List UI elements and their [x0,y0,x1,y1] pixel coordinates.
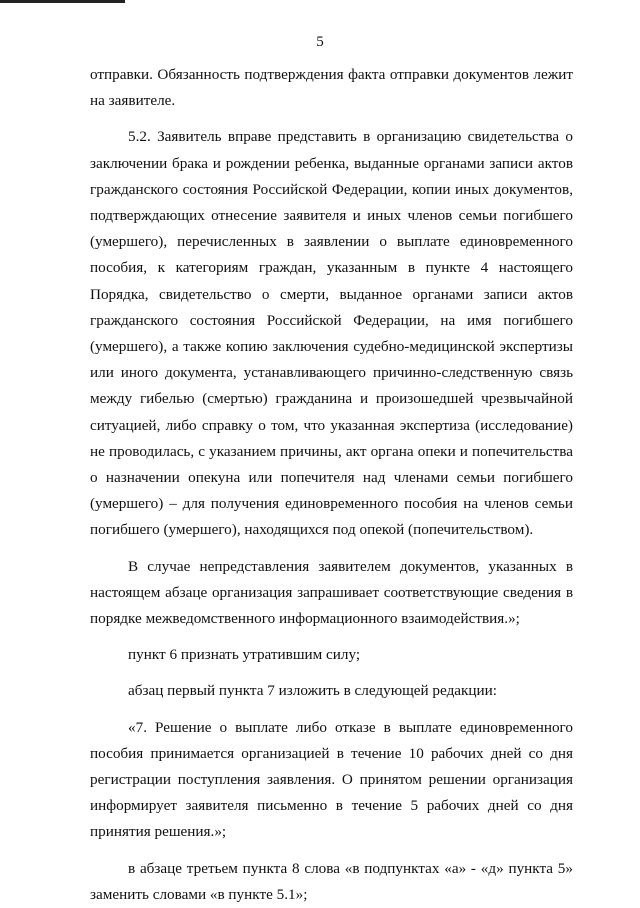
page-number: 5 [316,34,324,50]
paragraph-item-7-text: «7. Решение о выплате либо отказе в выплате единовременного пособия принимается организацией в течение 10 рабочих дней со дня регистрации поступления заявления. О принятом решении организация информирует заявителя письменно в течение 5 рабочих дней со дня принятия решения.»; [90,718,573,841]
document-body [90,62,573,908]
paragraph-item-8: в абзаце третьем пункта 8 слова «в подпунктах «а» - «д» пункта 5» заменить словами «в пункте 5.1»; [90,859,573,903]
paragraph-5-2: 5.2. Заявитель вправе представить в организацию свидетельства о заключении брака и рождении ребенка, выданные органами записи актов гражданского состояния Российской Федерации, копии иных документов, подтверждающих отнесение заявителя и иных членов семьи погибшего (умершего), перечисленных в заявлении о выплате единовременного пособия, к категориям граждан, указанным в пункте 4 настоящего Порядка, свидетельство о смерти, выданное органами записи актов гражданского состояния Российской Федерации, на имя погибшего (умершего), а также копию заключения судебно-медицинской экспертизы или иного документа, устанавливающего причинно-следственную связь между гибелью (смертью) гражданина и произошедшей чрезвычайной ситуацией, либо справку о том, что указанная экспертиза (исследование) не проводилась, с указанием причины, акт органа опеки и попечительства о назначении опекуна или попечителя над членами семьи погибшего (умершего) – для получения единовременного пособия на членов семьи погибшего (умершего), находящихся под опекой (попечительством). [90,128,573,539]
paragraph-continuation: отправки. Обязанность подтверждения факта отправки документов лежит на заявителе. [90,66,573,110]
paragraph-item-6: пункт 6 признать утратившим силу; [128,646,361,664]
paragraph-item-7-intro: абзац первый пункта 7 изложить в следующей редакции: [128,682,498,700]
top-edge-rule [0,0,125,3]
paragraph-non-submission: В случае непредставления заявителем документов, указанных в настоящем абзаце организация запрашивает соответствующие сведения в порядке межведомственного информационного взаимодействия.»; [90,557,573,628]
